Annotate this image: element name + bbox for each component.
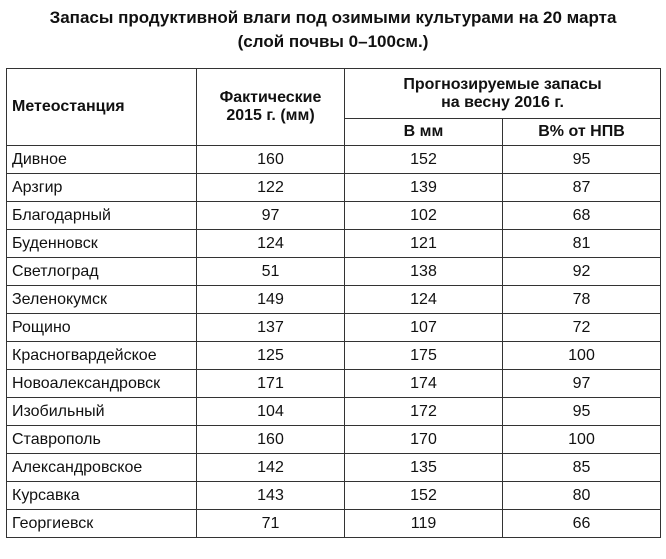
cell-percent: 87 <box>503 174 661 202</box>
cell-actual: 143 <box>197 482 345 510</box>
cell-percent: 85 <box>503 454 661 482</box>
cell-station: Буденновск <box>7 230 197 258</box>
cell-percent: 68 <box>503 202 661 230</box>
header-forecast <box>345 69 661 119</box>
cell-mm: 170 <box>345 426 503 454</box>
table-row <box>7 454 661 482</box>
cell-station: Светлоград <box>7 258 197 286</box>
cell-actual: 149 <box>197 286 345 314</box>
header-mm: В мм <box>345 119 503 146</box>
cell-percent: 80 <box>503 482 661 510</box>
table-row <box>7 342 661 370</box>
table-row <box>7 146 661 174</box>
table-row <box>7 482 661 510</box>
header-actual-line-2: 2015 г. (мм) <box>226 107 315 124</box>
cell-percent: 100 <box>503 426 661 454</box>
cell-station: Курсавка <box>7 482 197 510</box>
cell-station: Благодарный <box>7 202 197 230</box>
cell-mm: 135 <box>345 454 503 482</box>
cell-actual: 122 <box>197 174 345 202</box>
table-row <box>7 370 661 398</box>
cell-actual: 124 <box>197 230 345 258</box>
table-row <box>7 174 661 202</box>
cell-station: Арзгир <box>7 174 197 202</box>
cell-station: Зеленокумск <box>7 286 197 314</box>
cell-mm: 107 <box>345 314 503 342</box>
cell-mm: 175 <box>345 342 503 370</box>
cell-mm: 139 <box>345 174 503 202</box>
cell-actual: 160 <box>197 146 345 174</box>
cell-mm: 102 <box>345 202 503 230</box>
table-row <box>7 286 661 314</box>
cell-actual: 51 <box>197 258 345 286</box>
table-row <box>7 202 661 230</box>
table-row <box>7 314 661 342</box>
table-row <box>7 398 661 426</box>
table-row <box>7 426 661 454</box>
cell-percent: 81 <box>503 230 661 258</box>
header-actual-line-1: Фактические <box>219 89 322 106</box>
cell-station: Рощино <box>7 314 197 342</box>
cell-actual: 71 <box>197 510 345 538</box>
header-percent: В% от НПВ <box>503 119 661 146</box>
cell-percent: 72 <box>503 314 661 342</box>
header-forecast-line-2: на весну 2016 г. <box>441 93 564 111</box>
title-line-1: Запасы продуктивной влаги под озимыми культурами на 20 марта <box>49 8 617 27</box>
cell-actual: 137 <box>197 314 345 342</box>
cell-percent: 66 <box>503 510 661 538</box>
cell-actual: 142 <box>197 454 345 482</box>
cell-mm: 138 <box>345 258 503 286</box>
cell-station: Новоалександровск <box>7 370 197 398</box>
cell-actual: 160 <box>197 426 345 454</box>
table-row <box>7 258 661 286</box>
cell-mm: 121 <box>345 230 503 258</box>
header-station: Метеостанция <box>7 69 197 146</box>
cell-mm: 174 <box>345 370 503 398</box>
cell-mm: 119 <box>345 510 503 538</box>
cell-mm: 172 <box>345 398 503 426</box>
cell-percent: 92 <box>503 258 661 286</box>
cell-actual: 171 <box>197 370 345 398</box>
cell-actual: 104 <box>197 398 345 426</box>
cell-station: Изобильный <box>7 398 197 426</box>
cell-percent: 100 <box>503 342 661 370</box>
page-title <box>0 0 666 54</box>
cell-mm: 152 <box>345 482 503 510</box>
cell-percent: 78 <box>503 286 661 314</box>
cell-percent: 95 <box>503 398 661 426</box>
cell-station: Александровское <box>7 454 197 482</box>
cell-station: Ставрополь <box>7 426 197 454</box>
table-row <box>7 510 661 538</box>
cell-station: Георгиевск <box>7 510 197 538</box>
cell-mm: 124 <box>345 286 503 314</box>
cell-mm: 152 <box>345 146 503 174</box>
cell-percent: 95 <box>503 146 661 174</box>
cell-percent: 97 <box>503 370 661 398</box>
cell-station: Красногвардейское <box>7 342 197 370</box>
table-row <box>7 230 661 258</box>
cell-actual: 97 <box>197 202 345 230</box>
title-line-2: (слой почвы 0–100см.) <box>237 32 429 51</box>
cell-actual: 125 <box>197 342 345 370</box>
header-actual <box>197 69 345 146</box>
moisture-table <box>6 68 661 538</box>
cell-station: Дивное <box>7 146 197 174</box>
header-forecast-line-1: Прогнозируемые запасы <box>403 75 602 93</box>
